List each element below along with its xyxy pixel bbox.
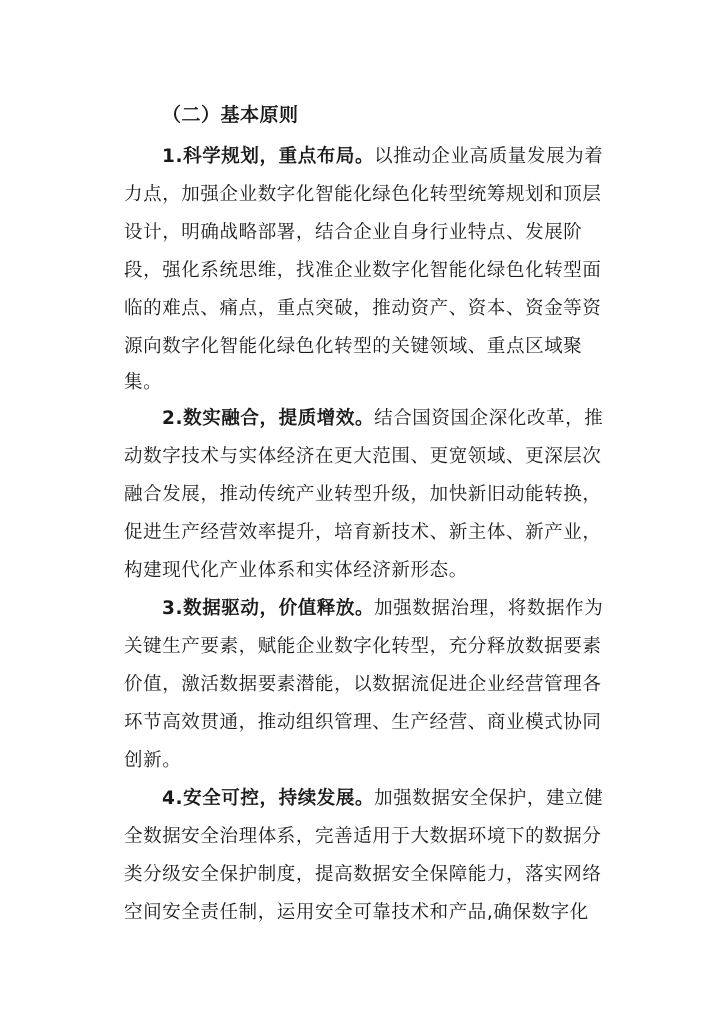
principle-3-line-4: 环节高效贯通，推动组织管理、生产经营、商业模式协同 [124, 712, 602, 733]
principle-1-line-7: 集。 [124, 372, 163, 393]
principle-1-line-5: 临的难点、痛点，重点突破，推动资产、资本、资金等资 [124, 298, 602, 319]
principle-4-text: 加强数据安全保护，建立健 [374, 788, 604, 809]
principle-1-title: 1.科学规划，重点布局。 [162, 146, 375, 167]
section-heading: （二）基本原则 [162, 104, 299, 126]
principle-3-text: 加强数据治理，将数据作为 [374, 598, 604, 619]
principle-4-line-3: 类分级安全保护制度，提高数据安全保障能力，落实网络 [124, 864, 602, 885]
principle-1-line-1 [162, 142, 603, 172]
principle-2-text: 结合国资国企深化改革，推 [374, 408, 604, 429]
principle-1-text: 以推动企业高质量发展为着 [374, 146, 604, 167]
principle-4-line-4: 空间安全责任制，运用安全可靠技术和产品,确保数字化 [124, 902, 589, 923]
principle-2-title: 2.数实融合，提质增效。 [162, 408, 375, 429]
principle-1-line-3: 设计，明确战略部署，结合企业自身行业特点、发展阶 [124, 222, 583, 243]
principle-4-line-2: 全数据安全治理体系，完善适用于大数据环境下的数据分 [124, 826, 602, 847]
principle-1-line-4: 段，强化系统思维，找准企业数字化智能化绿色化转型面 [124, 260, 602, 281]
principle-2-line-5: 构建现代化产业体系和实体经济新形态。 [124, 560, 468, 581]
principle-3-line-3: 价值，激活数据要素潜能，以数据流促进企业经营管理各 [124, 674, 602, 695]
principle-2-line-3: 融合发展，推动传统产业转型升级，加快新旧动能转换， [124, 484, 602, 505]
principle-2-line-4: 促进生产经营效率提升，培育新技术、新主体、新产业， [124, 522, 602, 543]
principle-3-line-2: 关键生产要素，赋能企业数字化转型，充分释放数据要素 [124, 636, 602, 657]
principle-1-line-6: 源向数字化智能化绿色化转型的关键领域、重点区域聚 [124, 336, 583, 357]
principle-2-line-1 [162, 404, 603, 434]
principle-2-line-2: 动数字技术与实体经济在更大范围、更宽领域、更深层次 [124, 446, 602, 467]
principle-3-title: 3.数据驱动，价值释放。 [162, 598, 375, 619]
principle-3-line-1 [162, 594, 603, 624]
principle-1-line-2: 力点，加强企业数字化智能化绿色化转型统筹规划和顶层 [124, 184, 602, 205]
principle-4-title: 4.安全可控，持续发展。 [162, 788, 375, 809]
principle-4-line-1 [162, 784, 603, 814]
principle-3-line-5: 创新。 [124, 750, 182, 771]
